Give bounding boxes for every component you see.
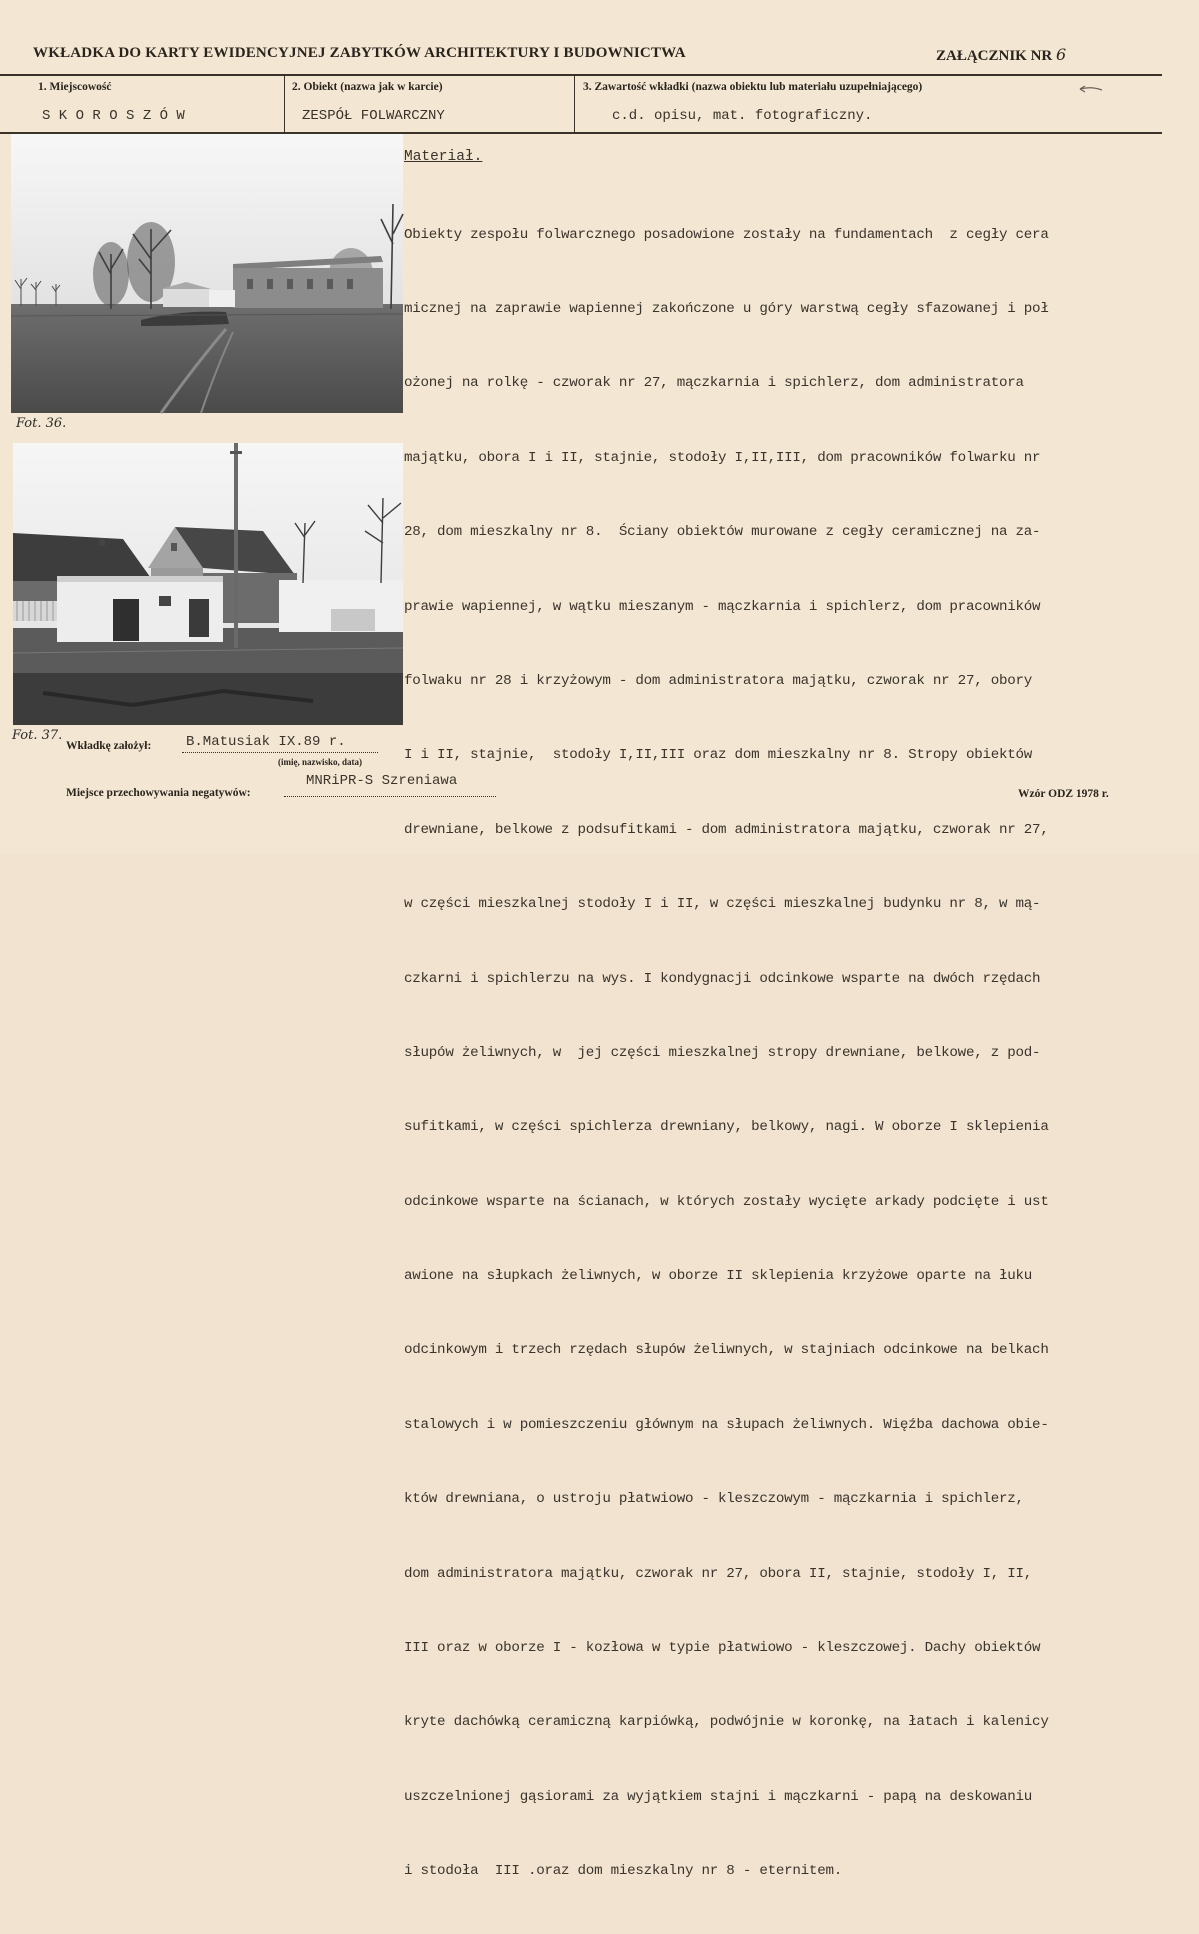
material-line: III oraz w oborze I - kozłowa w typie płatwiowo - kleszczowej. Dachy obiektów bbox=[404, 1640, 1041, 1657]
author-label: Wkładkę założył: bbox=[66, 740, 152, 752]
annex-label: ZAŁĄCZNIK NR bbox=[936, 48, 1053, 64]
photo-36-caption: Fot. 36. bbox=[16, 416, 67, 431]
author-hint: (imię, nazwisko, data) bbox=[278, 757, 362, 767]
photo-37-outbuildings bbox=[13, 443, 403, 725]
annex-number-label bbox=[936, 45, 1066, 65]
pencil-arrow-icon bbox=[1078, 84, 1104, 94]
author-value: B.Matusiak IX.89 r. bbox=[186, 734, 346, 750]
material-line: awione na słupkach żeliwnych, w oborze II sklepienia krzyżowe oparte na łuku bbox=[404, 1268, 1033, 1285]
photo-37-image bbox=[13, 443, 403, 725]
material-line: odcinkowe wsparte na ścianach, w których zostały wycięte arkady podcięte i ust bbox=[404, 1193, 1049, 1210]
object-value: ZESPÓŁ FOLWARCZNY bbox=[302, 108, 445, 124]
material-line: któw drewniana, o ustroju płatwiowo - kleszczowym - mączkarnia i spichlerz, bbox=[404, 1491, 1024, 1508]
material-line: w części mieszkalnej stodoły I i II, w części mieszkalnej budynku nr 8, w mą- bbox=[404, 896, 1041, 913]
author-dotted-line bbox=[182, 752, 378, 753]
material-line: sufitkami, w części spichlerza drewniany, belkowy, nagi. W oborze I sklepienia bbox=[404, 1119, 1049, 1136]
storage-value: MNRiPR-S Szreniawa bbox=[306, 773, 458, 789]
material-line: uszczelnionej gąsiorami za wyjątkiem stajni i mączkarni - papą na deskowaniu bbox=[404, 1788, 1033, 1805]
form-title: WKŁADKA DO KARTY EWIDENCYJNEJ ZABYTKÓW ARCHITEKTURY I BUDOWNICTWA bbox=[33, 45, 686, 61]
material-line: dom administratora majątku, czworak nr 27, obora II, stajnie, stodoły I, II, bbox=[404, 1565, 1033, 1582]
photo-36-farm-buildings bbox=[11, 134, 403, 413]
material-line: drewniane, belkowe z podsufitkami - dom administratora majątku, czworak nr 27, bbox=[404, 821, 1049, 838]
locality-label: 1. Miejscowość bbox=[38, 81, 112, 93]
field-divider-2 bbox=[574, 75, 575, 133]
form-template-label: Wzór ODZ 1978 r. bbox=[1018, 788, 1109, 800]
storage-dotted-line bbox=[284, 796, 496, 797]
locality-value: S K O R O S Z Ó W bbox=[42, 108, 185, 124]
material-line: micznej na zaprawie wapiennej zakończone u góry warstwą cegły sfazowanej i poł bbox=[404, 300, 1049, 317]
material-line: folwaku nr 28 i krzyżowym - dom administratora majątku, czworak nr 27, obory bbox=[404, 672, 1033, 689]
photo-37-caption: Fot. 37. bbox=[12, 728, 63, 743]
material-description bbox=[404, 173, 1194, 1934]
material-line: stalowych i w pomieszczeniu głównym na słupach żeliwnych. Więźba dachowa obie- bbox=[404, 1416, 1049, 1433]
contents-label: 3. Zawartość wkładki (nazwa obiektu lub materiału uzupełniającego) bbox=[583, 81, 923, 93]
material-line: prawie wapiennej, w wątku mieszanym - mączkarnia i spichlerz, dom pracowników bbox=[404, 598, 1041, 615]
material-line: czkarni i spichlerzu na wys. I kondygnacji odcinkowe wsparte na dwóch rzędach bbox=[404, 970, 1041, 987]
material-line: Obiekty zespołu folwarcznego posadowione zostały na fundamentach z cegły cera bbox=[404, 226, 1049, 243]
annex-number: 6 bbox=[1056, 45, 1067, 64]
material-line: odcinkowym i trzech rzędach słupów żeliwnych, w stajniach odcinkowe na belkach bbox=[404, 1342, 1049, 1359]
header-rule-top bbox=[0, 74, 1162, 76]
contents-value: c.d. opisu, mat. fotograficzny. bbox=[612, 108, 873, 124]
storage-label: Miejsce przechowywania negatywów: bbox=[66, 787, 251, 799]
material-heading: Materiał. bbox=[404, 149, 483, 165]
material-line: i stodoła III .oraz dom mieszkalny nr 8 - eternitem. bbox=[404, 1863, 842, 1880]
material-line: słupów żeliwnych, w jej części mieszkalnej stropy drewniane, belkowe, z pod- bbox=[404, 1044, 1041, 1061]
material-line: I i II, stajnie, stodoły I,II,III oraz dom mieszkalny nr 8. Stropy obiektów bbox=[404, 747, 1033, 764]
object-label: 2. Obiekt (nazwa jak w karcie) bbox=[292, 81, 443, 93]
photo-36-image bbox=[11, 134, 403, 413]
material-line: 28, dom mieszkalny nr 8. Ściany obiektów murowane z cegły ceramicznej na za- bbox=[404, 524, 1041, 541]
material-line: kryte dachówką ceramiczną karpiówką, podwójnie w koronkę, na łatach i kalenicy bbox=[404, 1714, 1049, 1731]
material-line: majątku, obora I i II, stajnie, stodoły I,II,III, dom pracowników folwarku nr bbox=[404, 449, 1041, 466]
field-divider-1 bbox=[284, 75, 285, 133]
material-line: ożonej na rolkę - czworak nr 27, mączkarnia i spichlerz, dom administratora bbox=[404, 375, 1024, 392]
